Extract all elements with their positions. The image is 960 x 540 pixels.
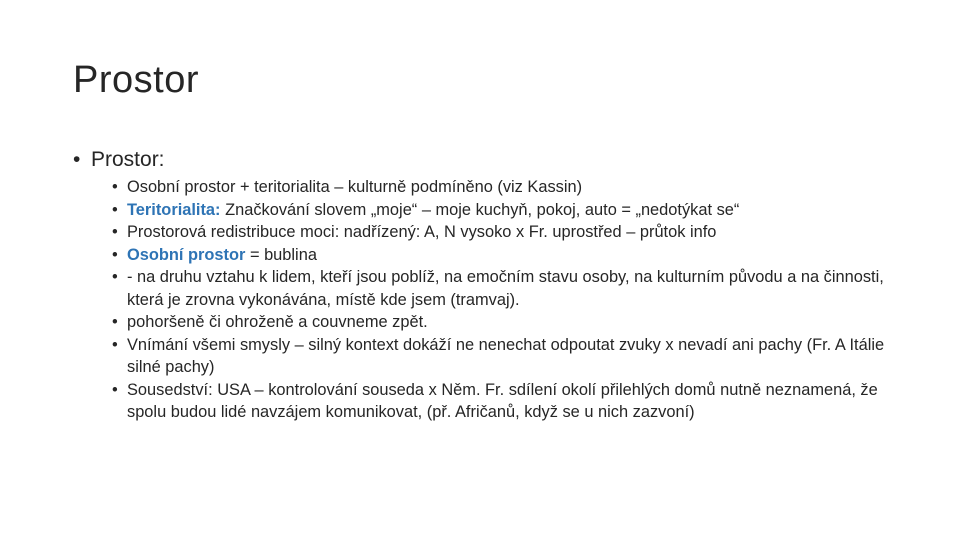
list-item-text: Značkování slovem „moje“ – moje kuchyň, pokoj, auto = „nedotýkat se“ bbox=[220, 200, 740, 219]
list-item-text: Osobní prostor + teritorialita – kulturně podmíněno (viz Kassin) bbox=[127, 178, 583, 196]
sub-bullet-list bbox=[112, 176, 912, 424]
list-item-text: Vnímání všemi smysly – silný kontext dokáží ne nenechat odpoutat zvuky x nevadí ani pachy (Fr. A Itálie silné pachy) bbox=[127, 335, 885, 376]
list-item bbox=[112, 176, 912, 199]
list-item-text: Prostorová redistribuce moci: nadřízený: A, N vysoko x Fr. uprostřed – průtok info bbox=[127, 223, 717, 241]
list-item-text: = bublina bbox=[245, 245, 317, 264]
list-item bbox=[112, 266, 912, 311]
list-item-text: - na druhu vztahu k lidem, kteří jsou poblíž, na emočním stavu osoby, na kulturním původu a na činnosti, která je zrovna vykonávána, místě kde jsem (tramvaj). bbox=[127, 268, 884, 309]
bullet-icon: • bbox=[112, 245, 118, 264]
bullet-icon: • bbox=[112, 268, 118, 286]
bullet-icon: • bbox=[112, 178, 118, 196]
list-item-highlight: Osobní prostor bbox=[127, 245, 246, 264]
bullet-icon: • bbox=[112, 335, 118, 354]
bullet-icon: • bbox=[112, 380, 118, 399]
list-item bbox=[112, 244, 912, 267]
level1-text: Prostor: bbox=[91, 148, 165, 171]
list-item-highlight: Teritorialita: bbox=[127, 200, 221, 219]
list-item bbox=[112, 199, 912, 222]
bullet-icon: • bbox=[112, 313, 118, 331]
list-item bbox=[112, 221, 912, 244]
bullet-icon: • bbox=[73, 148, 81, 171]
list-item bbox=[112, 379, 912, 424]
bullet-icon: • bbox=[112, 200, 118, 219]
level1-bullet-item bbox=[73, 146, 165, 174]
slide-title: Prostor bbox=[73, 59, 199, 101]
list-item-text: Sousedství: USA – kontrolování souseda x Něm. Fr. sdílení okolí přilehlých domů nutně neznamená, že spolu budou lidé navzájem komunikovat, (př. Afričanů, když se u nich zazvoní) bbox=[127, 380, 878, 421]
list-item bbox=[112, 311, 912, 334]
list-item-text: pohoršeně či ohroženě a couvneme zpět. bbox=[127, 313, 428, 331]
list-item bbox=[112, 334, 912, 379]
bullet-icon: • bbox=[112, 223, 118, 241]
